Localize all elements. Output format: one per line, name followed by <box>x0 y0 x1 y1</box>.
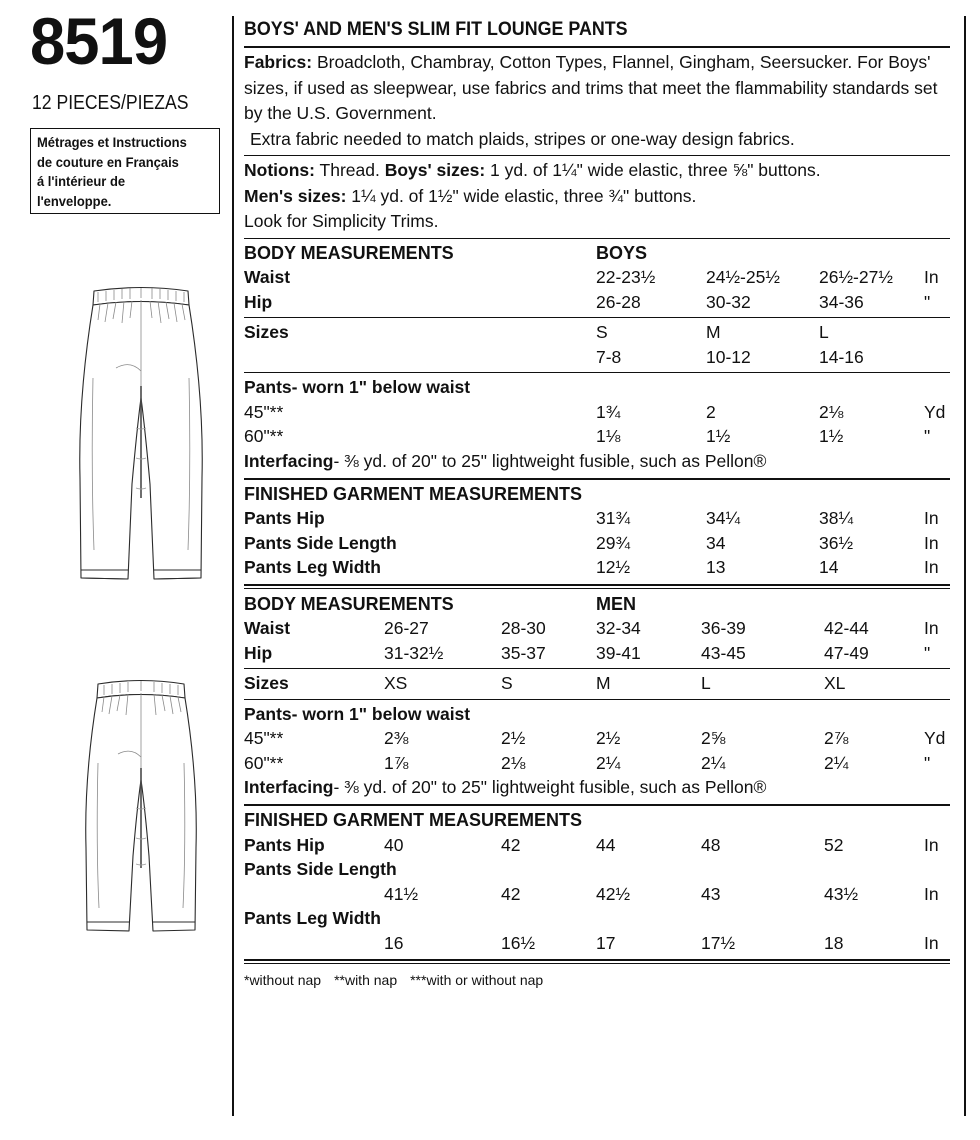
cell: 43-45 <box>701 642 746 663</box>
cell: 34 <box>706 532 726 553</box>
cell: XL <box>824 673 846 693</box>
table-row <box>244 592 950 617</box>
footnote-with-nap: **with nap <box>334 972 398 988</box>
unit-cell: Yd <box>924 728 946 748</box>
unit-cell: In <box>924 532 939 553</box>
unit-cell: Yd <box>924 401 946 422</box>
cell: 17 <box>596 932 616 953</box>
divider <box>244 959 950 964</box>
cell: 13 <box>706 557 726 577</box>
men-yardage-title: Pants- worn 1" below waist <box>244 703 471 724</box>
cell: 34¼ <box>706 508 741 528</box>
fabrics-extra-note: Extra fabric needed to match plaids, stripes or one-way design fabrics. <box>250 128 795 149</box>
table-row <box>244 857 950 882</box>
cell: L <box>701 673 711 693</box>
row-label: Pants Hip <box>244 834 325 855</box>
pattern-info-panel <box>232 16 966 1116</box>
cell: 29¾ <box>596 532 631 553</box>
cell: 2½ <box>596 728 621 748</box>
row-label: Pants Side Length <box>244 532 397 553</box>
unit-cell: In <box>924 834 939 855</box>
table-row <box>244 531 950 556</box>
boys-yardage-table <box>244 375 950 449</box>
unit-cell: In <box>924 932 939 953</box>
pieces-count-label: 12 PIECES/PIEZAS <box>32 92 189 114</box>
boys-body-measurements-table <box>244 241 950 315</box>
boys-sizes-table <box>244 320 950 369</box>
men-body-measurements-table <box>244 592 950 666</box>
unit-cell: In <box>924 883 939 904</box>
boys-interfacing-text: - ⅜ yd. of 20" to 25" lightweight fusible, such as Pellon® <box>333 450 767 471</box>
table-row <box>244 482 950 507</box>
cell: 10-12 <box>706 346 751 367</box>
table-row <box>244 882 950 907</box>
row-label: Hip <box>244 291 273 312</box>
cell: 12½ <box>596 557 631 577</box>
table-row <box>244 726 950 751</box>
pattern-number: 8519 <box>30 4 168 78</box>
row-label: Hip <box>244 642 273 663</box>
divider <box>244 155 950 156</box>
table-row <box>244 241 950 266</box>
table-row <box>244 555 950 580</box>
table-row <box>244 833 950 858</box>
divider <box>244 699 950 700</box>
cell: 32-34 <box>596 618 641 638</box>
table-row <box>244 702 950 727</box>
notions-block <box>244 158 956 235</box>
cell: 2⅛ <box>501 752 526 773</box>
table-row <box>244 906 950 931</box>
table-row <box>244 345 950 370</box>
men-sizes-table <box>244 671 950 696</box>
men-finished-measurements-table <box>244 808 950 955</box>
cell: 1½ <box>706 426 731 446</box>
men-group-label: MEN <box>596 593 637 614</box>
men-interfacing-text: - ⅜ yd. of 20" to 25" lightweight fusible, such as Pellon® <box>333 777 767 797</box>
divider <box>244 46 950 48</box>
unit-cell: In <box>924 557 939 577</box>
cell: 1¾ <box>596 401 621 422</box>
cell: 2⅝ <box>701 728 726 748</box>
men-body-title: BODY MEASUREMENTS <box>244 593 454 614</box>
table-row <box>244 375 950 400</box>
men-leg-width-label: Pants Leg Width <box>244 908 381 928</box>
table-row <box>244 265 950 290</box>
cell: M <box>596 673 611 693</box>
left-panel <box>0 0 232 1140</box>
table-row <box>244 290 950 315</box>
row-label: Pants Leg Width <box>244 557 381 577</box>
cell: 48 <box>701 834 721 855</box>
cell: 52 <box>824 834 844 855</box>
notions-boys-text: 1 yd. of 1¼" wide elastic, three ⅝" buttons. <box>490 160 821 180</box>
footnote-without-nap: *without nap <box>244 972 322 988</box>
cell: 39-41 <box>596 642 641 663</box>
cell: 36-39 <box>701 618 746 638</box>
cell: 1⅛ <box>596 426 621 446</box>
boys-group-label: BOYS <box>596 242 648 263</box>
unit-cell: " <box>924 426 931 446</box>
french-note-line: l'enveloppe. <box>37 193 112 209</box>
french-note-line: á l'intérieur de <box>37 174 126 189</box>
boys-interfacing-note <box>244 449 956 474</box>
men-interfacing-label: Interfacing <box>244 777 334 797</box>
cell: 16½ <box>501 932 536 953</box>
boys-body-title: BODY MEASUREMENTS <box>244 242 454 263</box>
cell: 1⅞ <box>384 752 409 773</box>
divider <box>244 804 950 806</box>
table-row <box>244 424 950 449</box>
unit-cell: " <box>924 291 931 312</box>
cell: 43 <box>701 883 721 904</box>
cell: 26-28 <box>596 291 641 312</box>
row-label: 45"** <box>244 401 284 422</box>
table-row <box>244 671 950 696</box>
unit-cell: " <box>924 642 931 663</box>
fabrics-block <box>244 50 956 152</box>
pants-front-view-illustration <box>58 278 224 608</box>
cell: 26-27 <box>384 618 429 638</box>
table-row <box>244 808 950 833</box>
divider <box>244 372 950 373</box>
cell: 18 <box>824 932 844 953</box>
cell: 42½ <box>596 883 631 904</box>
french-note-line: de couture en Français <box>37 154 179 170</box>
sizes-label: Sizes <box>244 673 289 693</box>
table-row <box>244 320 950 345</box>
pants-back-view-illustration <box>58 668 224 968</box>
notions-boys-label: Boys' sizes: <box>384 160 486 180</box>
cell: 17½ <box>701 932 736 953</box>
table-row <box>244 751 950 776</box>
men-side-length-label: Pants Side Length <box>244 859 397 879</box>
cell: 16 <box>384 932 404 953</box>
cell: 40 <box>384 834 404 855</box>
table-row <box>244 641 950 666</box>
cell: 14-16 <box>819 346 864 367</box>
divider <box>244 238 950 239</box>
cell: S <box>596 322 608 342</box>
men-yardage-table <box>244 702 950 776</box>
french-note-line: Métrages et Instructions <box>37 135 187 150</box>
cell: 42 <box>501 834 521 855</box>
cell: S <box>501 673 513 693</box>
cell: 31-32½ <box>384 642 444 663</box>
cell: 2⅞ <box>824 728 849 748</box>
table-row <box>244 616 950 641</box>
men-interfacing-note <box>244 775 956 800</box>
table-row <box>244 400 950 425</box>
notions-label: Notions: <box>244 160 315 180</box>
cell: 43½ <box>824 883 859 904</box>
row-label: 45"** <box>244 728 284 748</box>
footnote-with-or-without-nap: ***with or without nap <box>410 972 544 988</box>
row-label: 60"** <box>244 752 284 773</box>
boys-finished-measurements-table <box>244 482 950 580</box>
cell: 2¼ <box>596 752 621 773</box>
fabrics-label: Fabrics: <box>244 52 313 72</box>
boys-interfacing-label: Interfacing <box>244 450 334 471</box>
cell: 47-49 <box>824 642 869 663</box>
cell: 1½ <box>819 426 844 446</box>
table-row <box>244 931 950 956</box>
cell: 31¾ <box>596 508 631 528</box>
row-label: Pants Hip <box>244 508 325 528</box>
row-label: 60"** <box>244 426 284 446</box>
cell: 22-23½ <box>596 267 656 287</box>
cell: 2½ <box>501 728 526 748</box>
unit-cell: In <box>924 618 939 638</box>
cell: 2¼ <box>701 752 726 773</box>
divider <box>244 478 950 480</box>
divider <box>244 668 950 669</box>
divider <box>244 584 950 589</box>
notions-trims-note: Look for Simplicity Trims. <box>244 211 439 231</box>
cell: 42-44 <box>824 618 869 638</box>
cell: 24½-25½ <box>706 267 780 287</box>
french-instructions-box <box>30 128 220 214</box>
nap-footnote <box>244 967 956 990</box>
cell: 2¼ <box>824 752 849 773</box>
men-finished-title: FINISHED GARMENT MEASUREMENTS <box>244 810 583 830</box>
cell: 2 <box>706 401 716 422</box>
cell: 30-32 <box>706 291 751 312</box>
cell: 7-8 <box>596 346 622 367</box>
boys-finished-title: FINISHED GARMENT MEASUREMENTS <box>244 483 583 504</box>
page-title: BOYS' AND MEN'S SLIM FIT LOUNGE PANTS <box>244 19 628 40</box>
cell: 34-36 <box>819 291 864 312</box>
boys-yardage-title: Pants- worn 1" below waist <box>244 377 471 397</box>
row-label: Waist <box>244 267 291 287</box>
cell: 42 <box>501 883 521 904</box>
cell: 28-30 <box>501 618 546 638</box>
cell: 26½-27½ <box>819 267 893 287</box>
sizes-label: Sizes <box>244 322 289 342</box>
cell: 41½ <box>384 883 419 904</box>
cell: XS <box>384 673 408 693</box>
row-label: Waist <box>244 618 291 638</box>
unit-cell: In <box>924 267 939 287</box>
notions-thread: Thread. <box>319 160 380 180</box>
cell: 14 <box>819 557 839 577</box>
table-row <box>244 506 950 531</box>
unit-cell: " <box>924 752 931 773</box>
notions-mens-text: 1¼ yd. of 1½" wide elastic, three ¾" buttons. <box>351 185 697 206</box>
divider <box>244 317 950 318</box>
cell: 36½ <box>819 532 854 553</box>
unit-cell: In <box>924 508 939 528</box>
cell: 44 <box>596 834 616 855</box>
cell: 35-37 <box>501 642 546 663</box>
notions-mens-label: Men's sizes: <box>244 185 347 206</box>
cell: M <box>706 322 721 342</box>
cell: 2⅜ <box>384 728 409 748</box>
fabrics-text: Broadcloth, Chambray, Cotton Types, Flannel, Gingham, Seersucker. For Boys' sizes, if used as sleepwear, use fabrics and trims that meet the flammability standards set by the U.S. Government. <box>244 52 938 123</box>
cell: L <box>819 322 829 342</box>
cell: 2⅛ <box>819 401 844 422</box>
cell: 38¼ <box>819 508 854 528</box>
